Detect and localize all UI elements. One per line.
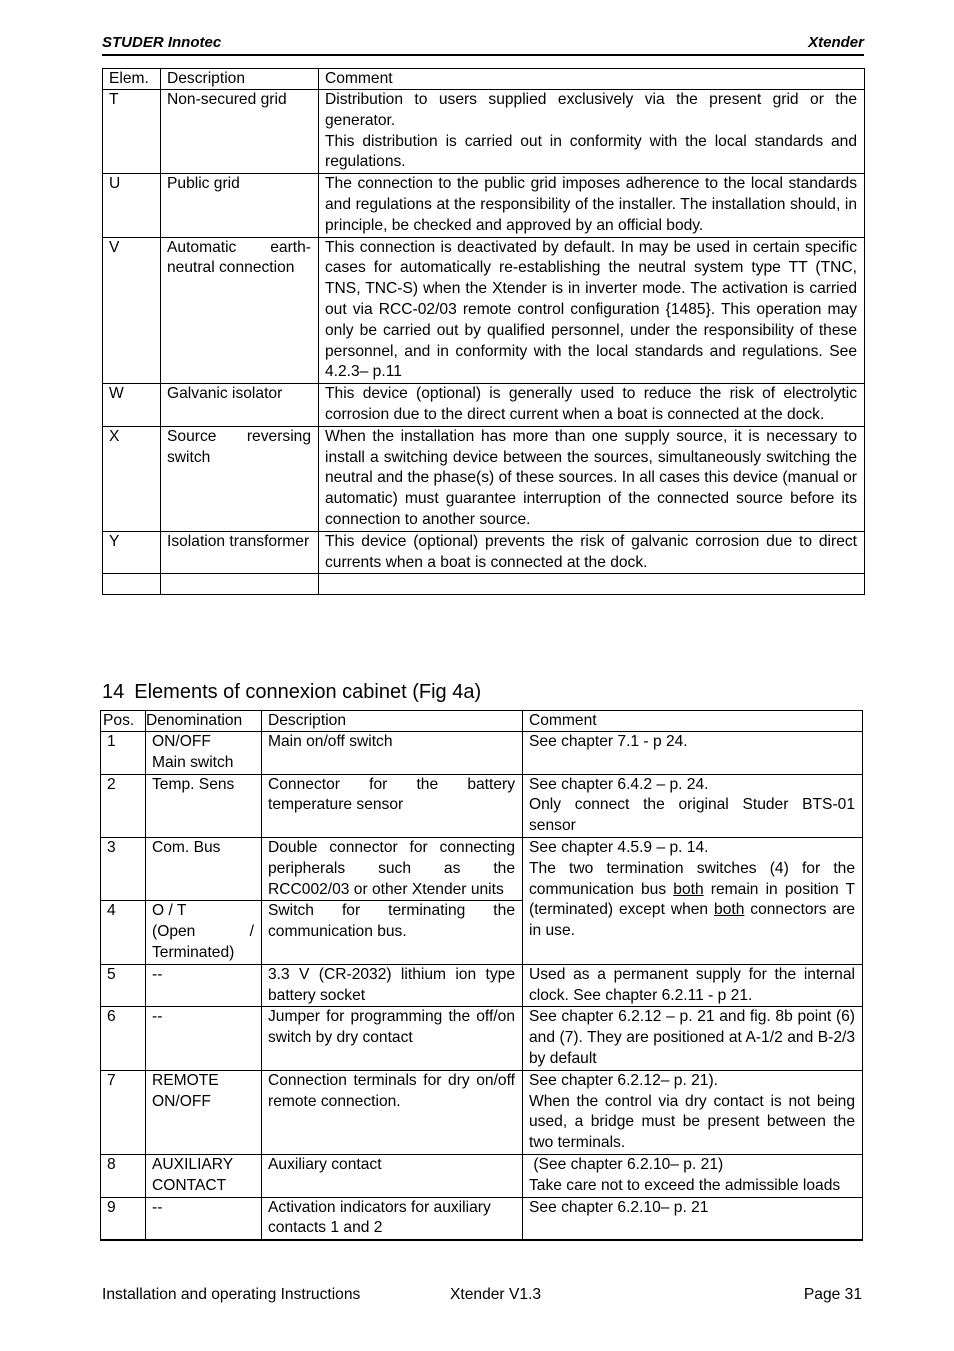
comment-line: Take care not to exceed the admissible loads bbox=[529, 1176, 841, 1194]
table-row bbox=[103, 384, 865, 427]
elem-cell: W bbox=[103, 384, 161, 427]
header-product: Xtender bbox=[808, 34, 864, 51]
table-header-row bbox=[101, 711, 863, 732]
table-row bbox=[101, 1007, 863, 1070]
table-row bbox=[103, 90, 865, 174]
comment-line: See chapter 6.4.2 – p. 24. bbox=[529, 775, 709, 793]
column-header: Description bbox=[262, 711, 523, 732]
denomination-line: (Open / bbox=[152, 923, 254, 941]
comment-line: Distribution to users supplied exclusively via the present grid or the generator. bbox=[325, 91, 857, 129]
denomination-cell bbox=[146, 1070, 262, 1154]
denomination-line: Main switch bbox=[152, 753, 234, 771]
elem-cell: U bbox=[103, 174, 161, 237]
table-row bbox=[101, 1070, 863, 1154]
comment-cell: See chapter 6.2.10– p. 21 bbox=[523, 1197, 863, 1240]
description-cell: Main on/off switch bbox=[262, 732, 523, 775]
denomination-line: CONTACT bbox=[152, 1176, 227, 1194]
comment-line: Only connect the original Studer BTS-01 sensor bbox=[529, 796, 855, 835]
table-row bbox=[101, 1197, 863, 1240]
comment-line: The two termination switches (4) for the communication bus both remain in position T (terminated) except when both connectors are in use. bbox=[529, 859, 856, 940]
comment-cell bbox=[523, 1070, 863, 1154]
description-cell: Jumper for programming the off/on switch by dry contact bbox=[262, 1007, 523, 1070]
comment-cell: See chapter 6.2.12 – p. 21 and fig. 8b point (6) and (7). They are positioned at A-1/2 and B-2/3 by default bbox=[523, 1007, 863, 1070]
comment-cell: When the installation has more than one supply source, it is necessary to install a switching device between the sources, simultaneously switching the neutral and the phase(s) of these sources. In all cases this device (manual or automatic) must guarantee interruption of the connected source before its connection to another source. bbox=[319, 426, 865, 531]
elem-cell: V bbox=[103, 237, 161, 384]
denomination-cell: -- bbox=[146, 1007, 262, 1070]
denomination-cell bbox=[146, 1154, 262, 1197]
comment-line: This distribution is carried out in conformity with the local standards and regulations. bbox=[325, 132, 857, 171]
pos-cell: 3 bbox=[101, 837, 146, 900]
table-row bbox=[103, 531, 865, 574]
table-row bbox=[103, 237, 865, 384]
table-row bbox=[101, 1154, 863, 1197]
denomination-cell: -- bbox=[146, 964, 262, 1007]
comment-line: See chapter 4.5.9 – p. 14. bbox=[529, 838, 709, 856]
column-header: Comment bbox=[319, 69, 865, 90]
description-cell: Connection terminals for dry on/off remote connection. bbox=[262, 1070, 523, 1154]
comment-cell bbox=[523, 837, 863, 964]
description-cell: Isolation transformer bbox=[161, 531, 319, 574]
table-row bbox=[101, 964, 863, 1007]
description-cell: Public grid bbox=[161, 174, 319, 237]
description-cell: 3.3 V (CR-2032) lithium ion type battery socket bbox=[262, 964, 523, 1007]
denomination-line: Terminated) bbox=[152, 943, 235, 961]
description-cell: Activation indicators for auxiliary contacts 1 and 2 bbox=[262, 1197, 523, 1240]
elem-cell: T bbox=[103, 90, 161, 174]
table-header-row bbox=[103, 69, 865, 90]
denomination-cell bbox=[146, 901, 262, 964]
denomination-cell bbox=[146, 732, 262, 775]
denomination-line: ON/OFF bbox=[152, 1092, 211, 1110]
header-company: STUDER Innotec bbox=[102, 34, 222, 51]
empty-row bbox=[103, 574, 865, 595]
footer-version: Xtender V1.3 bbox=[450, 1286, 542, 1303]
comment-line: When the control via dry contact is not being used, a bridge must be present between the two terminals. bbox=[529, 1092, 855, 1152]
table-row bbox=[103, 426, 865, 531]
table-row bbox=[101, 837, 863, 900]
comment-cell: Used as a permanent supply for the internal clock. See chapter 6.2.11 - p 21. bbox=[523, 964, 863, 1007]
comment-line: See chapter 6.2.12– p. 21). bbox=[529, 1071, 718, 1089]
page-header bbox=[102, 34, 864, 56]
denomination-cell: Temp. Sens bbox=[146, 774, 262, 837]
comment-cell: The connection to the public grid imposes adherence to the local standards and regulations at the responsibility of the installer. The installation should, in principle, be checked and approved by an official body. bbox=[319, 174, 865, 237]
table-row bbox=[101, 774, 863, 837]
denomination-line: O / T bbox=[152, 902, 187, 920]
denomination-cell: Com. Bus bbox=[146, 837, 262, 900]
denomination-line: REMOTE bbox=[152, 1071, 219, 1089]
description-cell: Galvanic isolator bbox=[161, 384, 319, 427]
comment-cell bbox=[523, 774, 863, 837]
denomination-line: AUXILIARY bbox=[152, 1155, 234, 1173]
elem-cell: Y bbox=[103, 531, 161, 574]
comment-cell bbox=[319, 90, 865, 174]
pos-cell: 8 bbox=[101, 1154, 146, 1197]
denomination-line: ON/OFF bbox=[152, 733, 211, 750]
pos-cell: 4 bbox=[101, 901, 146, 964]
pos-cell: 1 bbox=[101, 732, 146, 775]
section-heading bbox=[102, 679, 481, 705]
section-title: Elements of connexion cabinet (Fig 4a) bbox=[134, 681, 482, 703]
column-header: Pos. bbox=[101, 711, 146, 732]
denomination-cell: -- bbox=[146, 1197, 262, 1240]
pos-cell: 5 bbox=[101, 964, 146, 1007]
pos-cell: 2 bbox=[101, 774, 146, 837]
connexion-cabinet-table bbox=[100, 710, 863, 1241]
table-row bbox=[101, 732, 863, 775]
description-cell: Connector for the battery temperature sensor bbox=[262, 774, 523, 837]
pos-cell: 7 bbox=[101, 1070, 146, 1154]
description-cell: Non-secured grid bbox=[161, 90, 319, 174]
comment-cell: This device (optional) is generally used to reduce the risk of electrolytic corrosion due to the direct current when a boat is connected at the dock. bbox=[319, 384, 865, 427]
table-row bbox=[103, 174, 865, 237]
comment-cell: This device (optional) prevents the risk of galvanic corrosion due to direct currents when a boat is connected at the dock. bbox=[319, 531, 865, 574]
description-cell: Automatic earth-neutral connection bbox=[161, 237, 319, 384]
elements-table bbox=[102, 68, 865, 595]
description-cell: Switch for terminating the communication bus. bbox=[262, 901, 523, 964]
description-cell: Auxiliary contact bbox=[262, 1154, 523, 1197]
pos-cell: 6 bbox=[101, 1007, 146, 1070]
column-header: Comment bbox=[523, 711, 863, 732]
description-cell: Double connector for connecting peripherals such as the RCC002/03 or other Xtender units bbox=[262, 837, 523, 900]
comment-cell: This connection is deactivated by default. In may be used in certain specific cases for automatically re-establishing the neutral system type TT (TNC, TNS, TNC-S) when the Xtender is in inverter mode. The activation is carried out via RCC-02/03 remote control configuration {1485}. This operation may only be carried out by qualified personnel, under the responsibility of these personnel, and in conformity with the local standards and regulations. See 4.2.3– p.11 bbox=[319, 237, 865, 384]
footer-page-number: Page 31 bbox=[803, 1286, 862, 1303]
pos-cell: 9 bbox=[101, 1197, 146, 1240]
footer-document-title: Installation and operating Instructions bbox=[102, 1286, 361, 1303]
comment-line: (See chapter 6.2.10– p. 21) bbox=[529, 1155, 724, 1173]
column-header: Denomination bbox=[146, 711, 262, 732]
column-header: Elem. bbox=[103, 69, 161, 90]
elem-cell: X bbox=[103, 426, 161, 531]
column-header: Description bbox=[161, 69, 319, 90]
section-number: 14 bbox=[102, 681, 125, 703]
comment-cell bbox=[523, 1154, 863, 1197]
description-cell: Source reversing switch bbox=[161, 426, 319, 531]
comment-cell: See chapter 7.1 - p 24. bbox=[523, 732, 863, 775]
